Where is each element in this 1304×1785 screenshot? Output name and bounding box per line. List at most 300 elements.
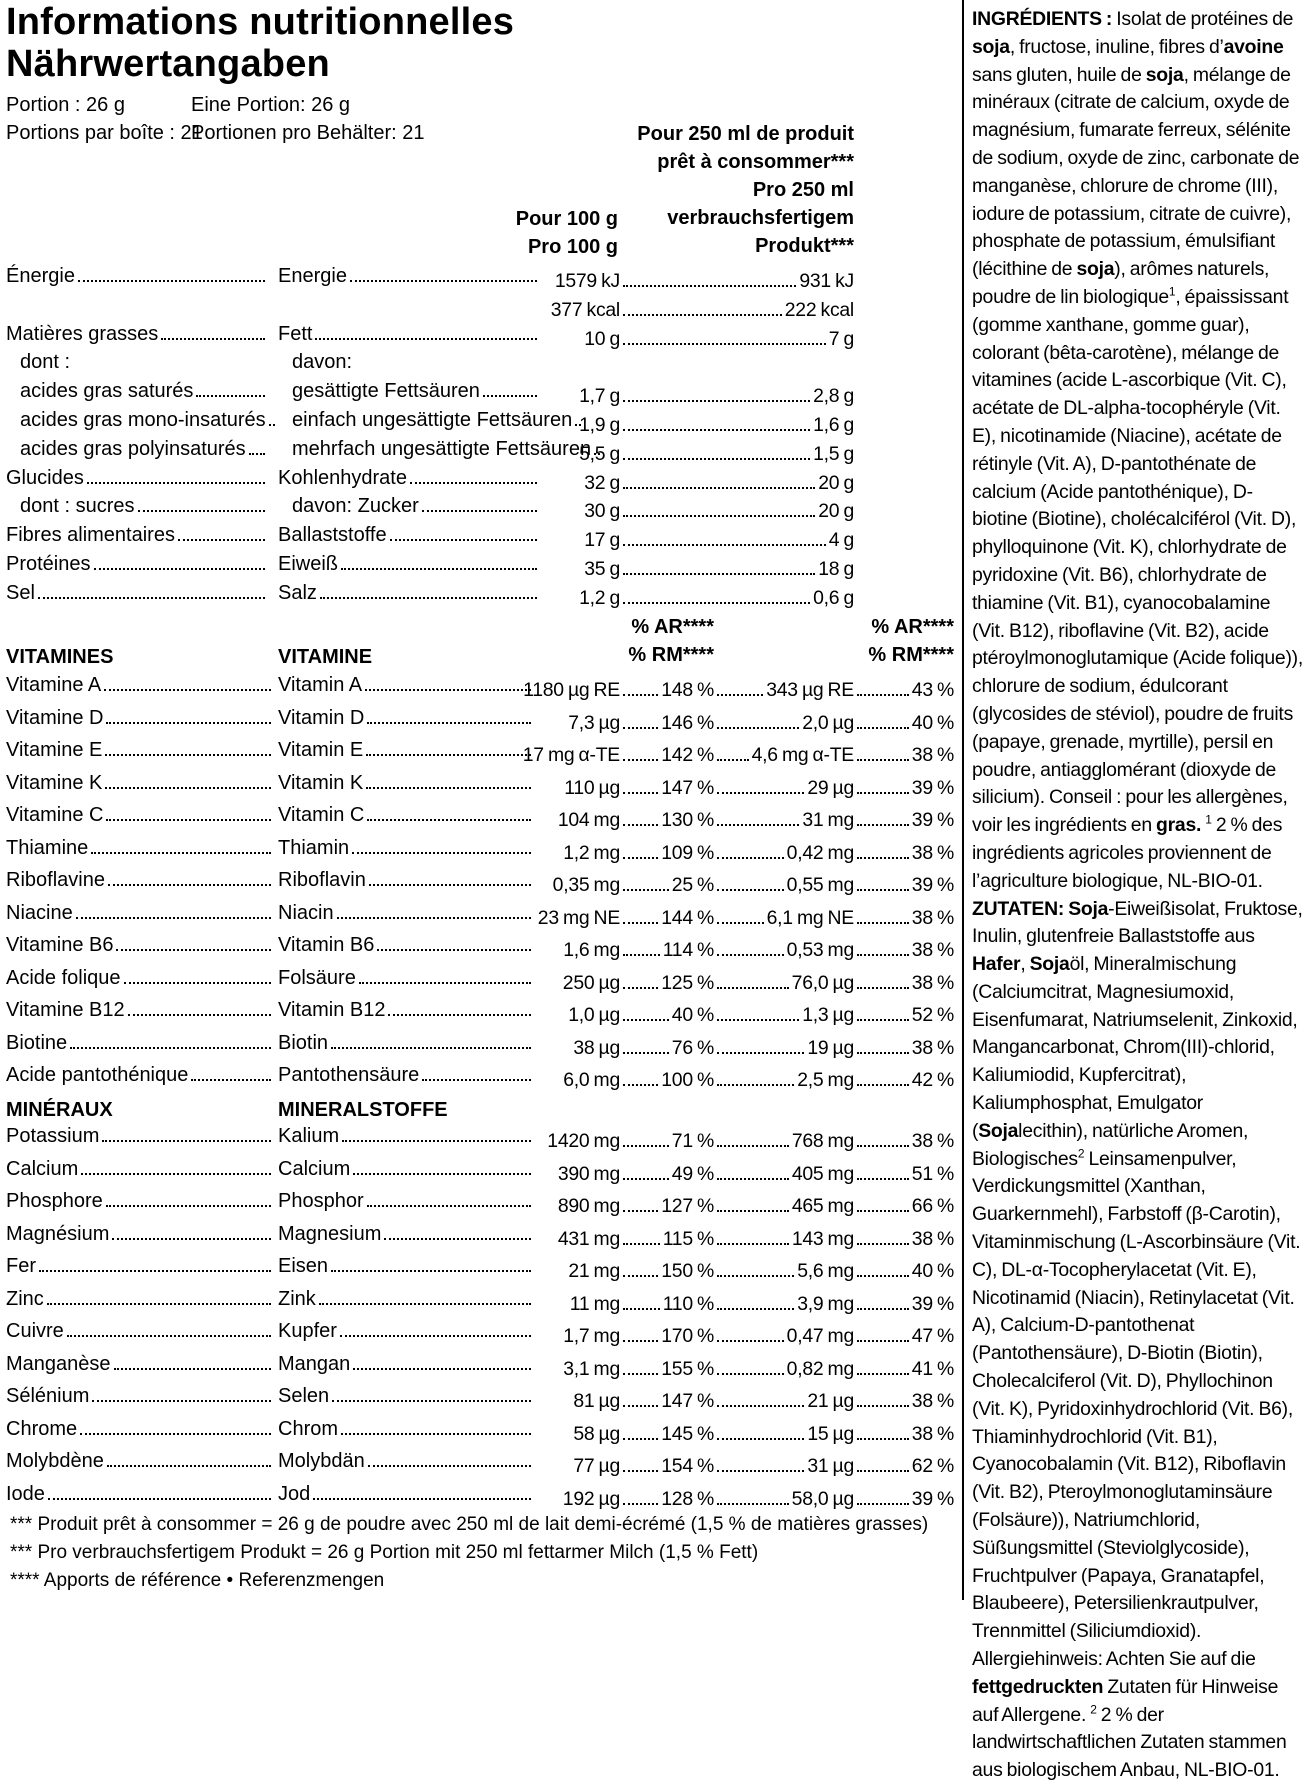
vitamins-ar-250ml-text: 39 % bbox=[912, 872, 954, 900]
vitamins-ar-250ml-text: 38 % bbox=[912, 905, 954, 933]
minerals-ar-250ml bbox=[854, 1421, 954, 1449]
allergen-bold: soja bbox=[1146, 64, 1184, 86]
minerals-value-100g-text: 890 mg bbox=[558, 1193, 620, 1221]
vitamins-row bbox=[0, 834, 958, 862]
dot-leader bbox=[367, 1205, 531, 1207]
vitamins-value-250ml-text: 0,55 mg bbox=[787, 872, 854, 900]
dot-leader bbox=[857, 1210, 909, 1212]
dot-leader bbox=[331, 1270, 531, 1272]
dot-leader bbox=[107, 1465, 271, 1467]
vitamins-value-100g bbox=[534, 840, 620, 868]
dot-leader bbox=[857, 1084, 909, 1086]
minerals-name-de-text: Mangan bbox=[278, 1350, 350, 1378]
minerals-name-de-text: Magnesium bbox=[278, 1220, 381, 1248]
vitamins-name-de-text: Thiamin bbox=[278, 834, 349, 862]
vitamins-ar-100g-text: 25 % bbox=[672, 872, 714, 900]
nutrient-name-de-text: mehrfach ungesättigte Fettsäuren bbox=[292, 435, 591, 463]
nutrient-name-fr-text: dont : bbox=[20, 348, 70, 376]
minerals-value-100g-text: 81 µg bbox=[573, 1388, 620, 1416]
minerals-name-de bbox=[278, 1252, 534, 1280]
vitamins-value-250ml bbox=[714, 742, 854, 770]
vitamins-ar-250ml-text: 38 % bbox=[912, 1035, 954, 1063]
vitamins-row bbox=[0, 1061, 958, 1089]
ingredient-text: sans gluten, huile de bbox=[972, 64, 1146, 86]
dot-leader bbox=[857, 857, 909, 859]
vitamins-name-de-text: Vitamin B12 bbox=[278, 996, 385, 1024]
ingredient-text: -Eiweißisolat, Fruktose, Inulin, glutenfreie Ballaststoffe aus bbox=[972, 898, 1303, 948]
dot-leader bbox=[623, 487, 815, 489]
minerals-value-100g bbox=[534, 1421, 620, 1449]
minerals-ar-100g-text: 170 % bbox=[661, 1323, 714, 1351]
minerals-value-250ml-text: 465 mg bbox=[792, 1193, 854, 1221]
dot-leader bbox=[80, 1433, 271, 1435]
nutrient-name-fr bbox=[6, 521, 268, 549]
dot-leader bbox=[384, 1238, 531, 1240]
nutrient-name-fr-text: Fibres alimentaires bbox=[6, 521, 175, 549]
minerals-name-de-text: Selen bbox=[278, 1382, 329, 1410]
vitamins-ar-100g bbox=[620, 775, 714, 803]
vitamins-value-100g-text: 17 mg α-TE bbox=[523, 742, 620, 770]
minerals-name-fr bbox=[6, 1350, 274, 1378]
minerals-value-250ml bbox=[714, 1128, 854, 1156]
dot-leader bbox=[857, 1503, 909, 1505]
minerals-ar-100g-text: 127 % bbox=[661, 1193, 714, 1221]
dot-leader bbox=[191, 1079, 271, 1081]
minerals-value-250ml-text: 21 µg bbox=[807, 1388, 854, 1416]
nutrient-value-250ml-text: 7 g bbox=[829, 326, 854, 354]
nutrient-row bbox=[0, 291, 958, 319]
nutrient-value-100g-text: 5,5 g bbox=[579, 441, 620, 469]
vitamins-name-fr bbox=[6, 996, 274, 1024]
dot-leader bbox=[717, 922, 764, 924]
ingredient-text: , mélange de minéraux (citrate de calcium, oxyde de magnésium, fumarate ferreux, sélénite de sodium, oxyde de zinc, carbonate de manganèse, chlorure de chrome (III), iodure de potassium, citrate de cuivre), phosphate de potassium, émulsifiant (lécithine de bbox=[972, 64, 1299, 281]
dot-leader bbox=[38, 597, 265, 599]
dot-leader bbox=[337, 917, 531, 919]
dot-leader bbox=[102, 1140, 271, 1142]
dot-leader bbox=[857, 824, 909, 826]
dot-leader bbox=[623, 759, 658, 761]
nutrient-value-100g-text: 17 g bbox=[584, 527, 620, 555]
vitamins-value-250ml-text: 4,6 mg α-TE bbox=[752, 742, 854, 770]
dot-leader bbox=[623, 602, 810, 604]
vitamins-ar-250ml-text: 43 % bbox=[912, 677, 954, 705]
vitamins-ar-100g-text: 76 % bbox=[672, 1035, 714, 1063]
vitamins-value-100g bbox=[534, 1067, 620, 1095]
dot-leader bbox=[857, 922, 909, 924]
vitamins-ar-100g-text: 125 % bbox=[661, 970, 714, 998]
nutrient-name-de-text: Energie bbox=[278, 262, 347, 290]
vitamins-name-fr-text: Vitamine A bbox=[6, 671, 101, 699]
vitamins-name-fr bbox=[6, 736, 274, 764]
dot-leader bbox=[78, 280, 265, 282]
dot-leader bbox=[623, 727, 658, 729]
minerals-value-100g-text: 192 µg bbox=[563, 1486, 620, 1514]
vitamins-ar-250ml bbox=[854, 970, 954, 998]
dot-leader bbox=[717, 1084, 794, 1086]
nutrient-value-250ml-text: 222 kcal bbox=[785, 297, 854, 325]
column-header-250ml-line: Pour 250 ml de produit bbox=[637, 120, 854, 148]
dot-leader bbox=[857, 1405, 909, 1407]
minerals-value-250ml bbox=[714, 1291, 854, 1319]
minerals-value-100g bbox=[534, 1323, 620, 1351]
dot-leader bbox=[138, 510, 265, 512]
dot-leader bbox=[161, 338, 265, 340]
minerals-name-de-text: Zink bbox=[278, 1285, 316, 1313]
portion-size-fr: Portion : 26 g bbox=[6, 92, 125, 118]
vitamins-value-250ml-text: 0,42 mg bbox=[787, 840, 854, 868]
allergen-bold: fettgedruckten bbox=[972, 1676, 1103, 1698]
minerals-ar-250ml-text: 39 % bbox=[912, 1486, 954, 1514]
dot-leader bbox=[106, 819, 271, 821]
dot-leader bbox=[390, 539, 537, 541]
dot-leader bbox=[857, 1243, 909, 1245]
dot-leader bbox=[623, 694, 658, 696]
nutrient-name-de-text: davon: Zucker bbox=[292, 492, 419, 520]
allergen-bold: Soja bbox=[1068, 898, 1108, 920]
vitamins-value-250ml-text: 1,3 µg bbox=[802, 1002, 854, 1030]
minerals-row bbox=[0, 1122, 958, 1150]
minerals-ar-100g-text: 145 % bbox=[661, 1421, 714, 1449]
portion-count-de: Portionen pro Behälter: 21 bbox=[191, 120, 425, 146]
dot-leader bbox=[857, 1308, 909, 1310]
minerals-ar-100g bbox=[620, 1453, 714, 1481]
minerals-value-250ml-text: 3,9 mg bbox=[797, 1291, 854, 1319]
ingredients-de-label: ZUTATEN: bbox=[972, 898, 1064, 920]
minerals-name-de-text: Kalium bbox=[278, 1122, 339, 1150]
nutrient-name-fr bbox=[6, 320, 268, 348]
ingredient-text: , bbox=[1020, 953, 1029, 975]
dot-leader bbox=[369, 884, 531, 886]
dot-leader bbox=[717, 1243, 789, 1245]
dot-leader bbox=[623, 1178, 669, 1180]
vitamins-value-250ml bbox=[714, 872, 854, 900]
minerals-value-100g bbox=[534, 1486, 620, 1514]
section-vitamins-de: VITAMINE bbox=[278, 643, 372, 671]
vitamins-ar-100g bbox=[620, 677, 714, 705]
dot-leader bbox=[106, 722, 271, 724]
dot-leader bbox=[341, 568, 537, 570]
vitamins-name-fr-text: Vitamine D bbox=[6, 704, 103, 732]
vitamins-ar-250ml-text: 39 % bbox=[912, 775, 954, 803]
vitamins-value-100g-text: 250 µg bbox=[563, 970, 620, 998]
vitamins-name-de bbox=[278, 834, 534, 862]
dot-leader bbox=[717, 792, 804, 794]
dot-leader bbox=[623, 1145, 669, 1147]
minerals-value-250ml bbox=[714, 1161, 854, 1189]
title-german: Nährwertangaben bbox=[6, 44, 330, 84]
nutrient-name-fr-text: acides gras mono-insaturés bbox=[20, 406, 266, 434]
minerals-value-100g-text: 21 mg bbox=[568, 1258, 620, 1286]
minerals-row bbox=[0, 1252, 958, 1280]
minerals-value-100g bbox=[534, 1161, 620, 1189]
dot-leader bbox=[623, 1308, 660, 1310]
minerals-name-de bbox=[278, 1285, 534, 1313]
minerals-ar-250ml bbox=[854, 1453, 954, 1481]
minerals-ar-100g bbox=[620, 1226, 714, 1254]
dot-leader bbox=[196, 395, 265, 397]
dot-leader bbox=[717, 1308, 794, 1310]
section-vitamins-fr: VITAMINES bbox=[6, 643, 113, 671]
minerals-value-250ml-text: 143 mg bbox=[792, 1226, 854, 1254]
dot-leader bbox=[81, 1173, 271, 1175]
dot-leader bbox=[128, 1014, 271, 1016]
minerals-name-fr bbox=[6, 1447, 274, 1475]
vitamins-name-de bbox=[278, 964, 534, 992]
minerals-ar-100g bbox=[620, 1128, 714, 1156]
dot-leader bbox=[717, 759, 749, 761]
nutrient-row bbox=[0, 320, 958, 348]
minerals-name-de bbox=[278, 1415, 534, 1443]
dot-leader bbox=[717, 1405, 804, 1407]
minerals-row bbox=[0, 1382, 958, 1410]
vitamins-row bbox=[0, 801, 958, 829]
footnote: *** Produit prêt à consommer = 26 g de poudre avec 250 ml de lait demi-écrémé (1,5 % de matières grasses) bbox=[10, 1512, 928, 1538]
nutrient-row bbox=[0, 464, 958, 492]
footnote: **** Apports de référence • Referenzmengen bbox=[10, 1568, 384, 1594]
minerals-ar-250ml-text: 62 % bbox=[912, 1453, 954, 1481]
nutrient-value-250ml bbox=[620, 585, 854, 613]
ingredient-text: öl, Mineralmischung (Calciumcitrat, Magnesiumoxid, Eisenfumarat, Natriumselenit, Zinkoxid, Mangancarbonat, Chrom(III)-chlorid, Kaliumiodid, Kupfercitrat), Kaliumphosphat, Emulgator ( bbox=[972, 953, 1298, 1142]
minerals-value-100g-text: 11 mg bbox=[570, 1291, 620, 1319]
vitamins-name-de-text: Vitamin E bbox=[278, 736, 363, 764]
minerals-value-250ml-text: 31 µg bbox=[807, 1453, 854, 1481]
minerals-name-fr-text: Cuivre bbox=[6, 1317, 64, 1345]
dot-leader bbox=[623, 922, 658, 924]
vitamins-name-fr bbox=[6, 1061, 274, 1089]
dot-leader bbox=[717, 954, 784, 956]
vitamins-value-250ml-text: 0,53 mg bbox=[787, 937, 854, 965]
dot-leader bbox=[857, 987, 909, 989]
dot-leader bbox=[483, 395, 537, 397]
vitamins-ar-100g bbox=[620, 970, 714, 998]
minerals-ar-100g-text: 128 % bbox=[661, 1486, 714, 1514]
minerals-ar-100g bbox=[620, 1421, 714, 1449]
vitamins-value-100g-text: 6,0 mg bbox=[563, 1067, 620, 1095]
vitamins-name-de-text: Folsäure bbox=[278, 964, 356, 992]
nutrient-value-250ml-text: 20 g bbox=[818, 470, 854, 498]
minerals-name-fr bbox=[6, 1187, 274, 1215]
nutrient-name-de-text: Salz bbox=[278, 579, 317, 607]
vitamins-row bbox=[0, 899, 958, 927]
dot-leader bbox=[623, 1405, 658, 1407]
vitamins-name-fr-text: Vitamine B12 bbox=[6, 996, 125, 1024]
nutrient-name-fr-text: Matières grasses bbox=[6, 320, 158, 348]
vitamins-name-de bbox=[278, 866, 534, 894]
minerals-name-de-text: Molybdän bbox=[278, 1447, 365, 1475]
vitamins-ar-100g-text: 130 % bbox=[661, 807, 714, 835]
vitamins-ar-100g bbox=[620, 1035, 714, 1063]
allergen-bold: Soja bbox=[1030, 953, 1070, 975]
dot-leader bbox=[320, 597, 537, 599]
nutrient-name-fr-text: Glucides bbox=[6, 464, 84, 492]
vitamins-name-fr bbox=[6, 899, 274, 927]
minerals-value-100g bbox=[534, 1291, 620, 1319]
title-french: Informations nutritionnelles bbox=[6, 2, 514, 42]
minerals-name-de-text: Calcium bbox=[278, 1155, 350, 1183]
portion-count-fr: Portions par boîte : 21 bbox=[6, 120, 203, 146]
dot-leader bbox=[106, 1205, 271, 1207]
vitamins-name-fr bbox=[6, 866, 274, 894]
vitamins-name-de-text: Vitamin D bbox=[278, 704, 364, 732]
vitamins-ar-250ml-text: 39 % bbox=[912, 807, 954, 835]
dot-leader bbox=[331, 1047, 531, 1049]
nutrient-value-250ml-text: 2,8 g bbox=[813, 383, 854, 411]
nutrient-value-250ml-text: 18 g bbox=[818, 556, 854, 584]
ingredients-panel bbox=[972, 6, 1304, 1785]
vitamins-row bbox=[0, 769, 958, 797]
minerals-name-de-text: Chrom bbox=[278, 1415, 338, 1443]
vitamins-ar-250ml bbox=[854, 677, 954, 705]
vitamins-name-fr bbox=[6, 964, 274, 992]
vitamins-name-de bbox=[278, 736, 534, 764]
portion-size-de: Eine Portion: 26 g bbox=[191, 92, 350, 118]
vitamins-name-de-text: Niacin bbox=[278, 899, 334, 927]
nutrient-name-de-text: davon: bbox=[292, 348, 352, 376]
nutrient-name-de-text: Ballaststoffe bbox=[278, 521, 387, 549]
minerals-ar-250ml bbox=[854, 1323, 954, 1351]
dot-leader bbox=[342, 1140, 531, 1142]
minerals-name-de bbox=[278, 1480, 534, 1508]
dot-leader bbox=[623, 1340, 658, 1342]
dot-leader bbox=[377, 949, 531, 951]
ar-label: % AR**** bbox=[628, 613, 714, 641]
vitamins-value-100g-text: 0,35 mg bbox=[553, 872, 620, 900]
nutrient-name-de bbox=[278, 579, 540, 607]
vitamins-value-250ml bbox=[714, 710, 854, 738]
ingredients-fr-label: INGRÉDIENTS : bbox=[972, 8, 1112, 30]
minerals-name-de bbox=[278, 1220, 534, 1248]
vitamins-value-250ml bbox=[714, 1035, 854, 1063]
vitamins-ar-250ml-text: 38 % bbox=[912, 970, 954, 998]
dot-leader bbox=[857, 727, 909, 729]
vitamins-name-de bbox=[278, 801, 534, 829]
vitamins-name-fr bbox=[6, 801, 274, 829]
minerals-name-de-text: Eisen bbox=[278, 1252, 328, 1280]
vitamins-row bbox=[0, 964, 958, 992]
dot-leader bbox=[332, 1400, 531, 1402]
vitamins-name-de bbox=[278, 899, 534, 927]
column-header-100g bbox=[516, 205, 618, 261]
minerals-ar-100g-text: 150 % bbox=[661, 1258, 714, 1286]
vitamins-value-100g bbox=[534, 710, 620, 738]
vitamins-name-de bbox=[278, 996, 534, 1024]
minerals-value-250ml bbox=[714, 1388, 854, 1416]
dot-leader bbox=[623, 1438, 658, 1440]
dot-leader bbox=[857, 1275, 909, 1277]
vitamins-name-fr-text: Vitamine B6 bbox=[6, 931, 113, 959]
nutrient-name-de bbox=[278, 464, 540, 492]
minerals-ar-100g bbox=[620, 1323, 714, 1351]
ingredient-text: lecithin), natürliche Aromen, Biologisches bbox=[972, 1120, 1248, 1170]
nutrient-name-fr bbox=[20, 377, 268, 405]
vitamins-ar-250ml bbox=[854, 840, 954, 868]
dot-leader bbox=[623, 314, 782, 316]
dot-leader bbox=[353, 1368, 531, 1370]
dot-leader bbox=[717, 1340, 784, 1342]
dot-leader bbox=[717, 1210, 789, 1212]
vitamins-ar-100g-text: 142 % bbox=[661, 742, 714, 770]
footnote: *** Pro verbrauchsfertigem Produkt = 26 g Portion mit 250 ml fettarmer Milch (1,5 % Fett) bbox=[10, 1540, 758, 1566]
dot-leader bbox=[116, 949, 271, 951]
dot-leader bbox=[857, 792, 909, 794]
vitamins-name-fr-text: Acide folique bbox=[6, 964, 121, 992]
minerals-name-de bbox=[278, 1350, 534, 1378]
dot-leader bbox=[422, 1079, 531, 1081]
vitamins-name-de bbox=[278, 931, 534, 959]
vitamins-value-100g bbox=[534, 775, 620, 803]
nutrient-value-100g-text: 30 g bbox=[584, 498, 620, 526]
dot-leader bbox=[623, 285, 796, 287]
vitamins-value-250ml bbox=[714, 1002, 854, 1030]
vitamins-value-250ml bbox=[714, 937, 854, 965]
minerals-name-fr bbox=[6, 1317, 274, 1345]
nutrient-name-fr bbox=[6, 464, 268, 492]
minerals-ar-100g-text: 49 % bbox=[672, 1161, 714, 1189]
vitamins-ar-250ml bbox=[854, 937, 954, 965]
vitamins-value-250ml-text: 343 µg RE bbox=[766, 677, 854, 705]
vitamins-ar-250ml bbox=[854, 775, 954, 803]
minerals-ar-250ml-text: 40 % bbox=[912, 1258, 954, 1286]
nutrient-value-250ml-text: 20 g bbox=[818, 498, 854, 526]
nutrient-value-100g bbox=[540, 585, 620, 613]
column-header-250ml-line: Produkt*** bbox=[637, 232, 854, 260]
minerals-value-250ml bbox=[714, 1421, 854, 1449]
vitamins-ar-100g-text: 40 % bbox=[672, 1002, 714, 1030]
dot-leader bbox=[623, 573, 815, 575]
dot-leader bbox=[857, 1019, 909, 1021]
minerals-name-fr bbox=[6, 1220, 274, 1248]
vitamins-value-100g bbox=[534, 1035, 620, 1063]
nutrient-row bbox=[0, 550, 958, 578]
dot-leader bbox=[359, 982, 531, 984]
nutrient-name-fr bbox=[6, 262, 268, 290]
vitamins-value-100g bbox=[534, 742, 620, 770]
nutrient-name-de-text: Fett bbox=[278, 320, 312, 348]
dot-leader bbox=[365, 689, 531, 691]
vitamins-value-100g-text: 1,6 mg bbox=[563, 937, 620, 965]
nutrient-name-fr bbox=[20, 492, 268, 520]
dot-leader bbox=[857, 1470, 909, 1472]
allergen-bold: soja bbox=[1076, 258, 1114, 280]
vitamins-name-fr bbox=[6, 769, 274, 797]
minerals-name-de bbox=[278, 1447, 534, 1475]
minerals-ar-250ml-text: 39 % bbox=[912, 1291, 954, 1319]
minerals-ar-100g-text: 154 % bbox=[661, 1453, 714, 1481]
dot-leader bbox=[340, 1335, 531, 1337]
minerals-value-100g-text: 58 µg bbox=[573, 1421, 620, 1449]
nutrient-row bbox=[0, 377, 958, 405]
vitamins-value-250ml-text: 29 µg bbox=[807, 775, 854, 803]
vitamins-value-250ml-text: 19 µg bbox=[807, 1035, 854, 1063]
vitamins-row bbox=[0, 671, 958, 699]
column-header-100g-de: Pro 100 g bbox=[516, 233, 618, 261]
vitamins-row bbox=[0, 1029, 958, 1057]
dot-leader bbox=[857, 1178, 909, 1180]
dot-leader bbox=[857, 694, 909, 696]
nutrient-name-de bbox=[292, 348, 540, 376]
vitamins-row bbox=[0, 736, 958, 764]
minerals-ar-250ml bbox=[854, 1356, 954, 1384]
minerals-value-100g bbox=[534, 1128, 620, 1156]
vitamins-value-100g bbox=[534, 970, 620, 998]
footnote-marker: 2 bbox=[1090, 1702, 1096, 1716]
nutrient-name-de bbox=[278, 521, 540, 549]
vitamins-ar-100g-text: 146 % bbox=[661, 710, 714, 738]
nutrient-name-fr bbox=[20, 435, 268, 463]
vitamins-value-100g-text: 38 µg bbox=[573, 1035, 620, 1063]
column-header-250ml-line: Pro 250 ml bbox=[637, 176, 854, 204]
nutrient-name-fr bbox=[6, 550, 268, 578]
